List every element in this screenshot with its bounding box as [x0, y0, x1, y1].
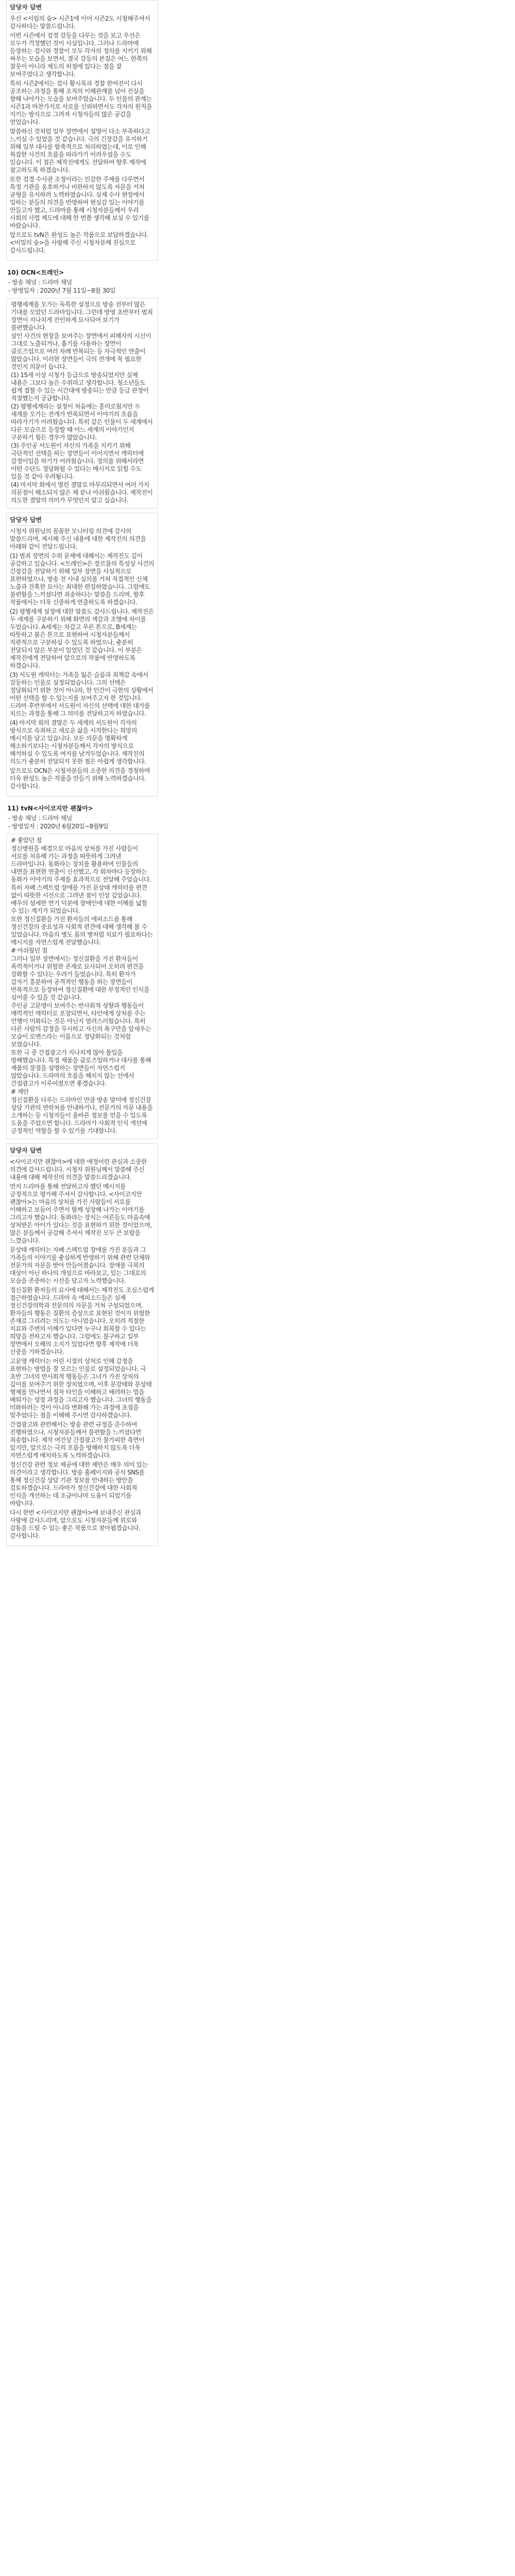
review-box-train	[6, 298, 158, 509]
review-paragraph: 또한 극 중 간접광고가 지나치게 많아 몰입을 방해했습니다. 특정 제품을 클로즈업하거나 대사를 통해 제품의 장점을 설명하는 장면들이 자연스럽지 않았습니다. 드라마의 흐름을 해치지 않는 선에서 간접광고가 이루어졌으면 좋겠습니다.	[11, 1049, 151, 1087]
program-meta	[8, 279, 158, 295]
review-paragraph: (4) 마지막 회에서 열린 결말로 마무리되면서 여러 가지 의문점이 해소되지 않은 채 끝나 아쉬웠습니다. 제작진이 의도한 결말의 의미가 무엇인지 알고 싶습니다.	[11, 481, 153, 504]
review-paragraph: 또한 정신질환을 가진 환자들의 에피소드를 통해 정신건강의 중요성과 사회적 편견에 대해 생각해 볼 수 있었습니다. 마음의 병도 몸의 병처럼 치료가 필요하다는 메시지를 자연스럽게 전달했습니다.	[11, 916, 153, 946]
review-paragraph: 그러나 일부 장면에서는 정신질환을 가진 환자들이 폭력적이거나 위험한 존재로 묘사되어 오히려 편견을 강화할 수 있다는 우려가 들었습니다. 특히 환자가 갑자기 흥분하여 공격적인 행동을 하는 장면들이 반복적으로 등장하여 정신질환에 대한 부정적인 인식을 심어줄 수 있을 것 같습니다.	[11, 955, 149, 1001]
review-paragraph: 정신질환을 다루는 드라마인 만큼 방송 말미에 정신건강 상담 기관의 연락처를 안내하거나, 전문가의 자문 내용을 소개하는 등 시청자들이 올바른 정보를 얻을 수 있도록 도움을 주었으면 합니다. 드라마가 사회적 인식 개선에 긍정적인 역할을 할 수 있기를 기대합니다.	[11, 1096, 153, 1134]
program-meta	[8, 815, 158, 831]
answer-paragraph: 정신질환 환자들의 묘사에 대해서는 제작진도 조심스럽게 접근하였습니다. 드라마 속 에피소드들은 실제 정신건강의학과 전문의의 자문을 거쳐 구성되었으며, 환자들의 행동은 질환의 증상으로 표현된 것이지 위험한 존재로 그리려는 의도는 아니었습니다. 오히려 적절한 치료와 주변의 이해가 있다면 누구나 회복할 수 있다는 희망을 전하고자 했습니다. 그럼에도 불구하고 일부 장면에서 오해의 소지가 있었다면 향후 제작에 더욱 신중을 기하겠습니다.	[10, 1286, 154, 1355]
program-title-psycho: 11) tvN<사이코지만 괜찮아>	[7, 805, 93, 812]
answer-paragraph: 간접광고와 관련해서는 방송 관련 규정을 준수하여 진행하였으나, 시청자분들께서 불편함을 느끼셨다면 죄송합니다. 제작 여건상 간접광고가 불가피한 측면이 있지만, 앞으로는 극의 흐름을 방해하지 않도록 더욱 자연스럽게 배치하도록 노력하겠습니다.	[10, 1421, 145, 1459]
review-heading: # 아쉬웠던 점	[11, 947, 47, 954]
answer-paragraph: 정신건강 관련 정보 제공에 대한 제안은 매우 의미 있는 의견이라고 생각합니다. 방송 홈페이지와 공식 SNS를 통해 정신건강 상담 기관 정보를 안내하는 방안을 검토하겠습니다. 드라마가 정신건강에 대한 사회적 인식을 개선하는 데 조금이나마 도움이 되었기를 바랍니다.	[10, 1461, 148, 1507]
answer-paragraph: 앞으로도 OCN은 시청자분들의 소중한 의견을 경청하며 더욱 완성도 높은 작품을 만들기 위해 노력하겠습니다. 감사합니다.	[10, 767, 150, 790]
review-paragraph: 정신병원을 배경으로 마음의 상처를 가진 사람들이 서로를 치유해 가는 과정을 따뜻하게 그려낸 드라마입니다. 동화라는 장치를 활용하여 인물들의 내면을 표현한 연출이 신선했고, 각 회차마다 등장하는 동화가 이야기의 주제를 효과적으로 전달해 주었습니다.	[11, 845, 151, 883]
answer-paragraph: 또한 검경 수사권 조정이라는 민감한 주제를 다루면서 특정 기관을 옹호하거나 비판하지 않도록 자문을 거쳐 균형을 유지하려 노력하였습니다. 실제 수사 현장에서 일하는 분들의 의견을 반영하여 현실감 있는 이야기를 만들고자 했고, 드라마를 통해 시청자분들께서 우리 사회의 사법 제도에 대해 한 번쯤 생각해 보실 수 있기를 바랐습니다.	[10, 176, 149, 229]
program-title-train: 10) OCN<트레인>	[7, 269, 64, 276]
answer-paragraph: (2) 평행세계 설정에 대한 말씀도 감사드립니다. 제작진은 두 세계를 구분하기 위해 화면의 색감과 조명에 차이를 두었습니다. A세계는 차갑고 푸른 톤으로, B세계는 따뜻하고 붉은 톤으로 표현하여 시청자분들께서 직관적으로 구분하실 수 있도록 하였으나, 충분히 전달되지 않은 부분이 있었던 것 같습니다. 이 부분은 제작진에게 전달하여 앞으로의 작품에 반영하도록 하겠습니다.	[10, 608, 154, 669]
broadcast-dates: - 방영일자 : 2020년 6월20일~8월9일	[8, 823, 109, 830]
review-paragraph: (2) 평행세계라는 설정이 처음에는 흥미로웠지만 두 세계를 오가는 전개가 반복되면서 이야기의 흐름을 따라가기가 어려웠습니다. 특히 같은 인물이 두 세계에서 다른 모습으로 등장할 때 어느 세계의 이야기인지 구분하기 힘든 경우가 많았습니다.	[11, 403, 153, 441]
answer-paragraph: 특히 시즌2에서는 검사 황시목과 경찰 한여진이 다시 공조하는 과정을 통해 조직의 이해관계를 넘어 진실을 향해 나아가는 모습을 보여주었습니다. 두 인물의 관계는 시즌1과 마찬가지로 서로를 신뢰하면서도 각자의 원칙을 지키는 방식으로 그려져 시청자들의 많은 공감을 얻었습니다.	[10, 80, 152, 126]
answer-paragraph: 먼저 드라마를 통해 전달하고자 했던 메시지를 긍정적으로 평가해 주셔서 감사합니다. <사이코지만 괜찮아>는 마음의 상처를 가진 사람들이 서로를 이해하고 보듬어 주면서 함께 성장해 나가는 이야기를 그리고자 했습니다. 동화라는 장치는 어른들도 마음속에 상처받은 아이가 있다는 것을 표현하기 위한 것이었으며, 많은 분들께서 공감해 주셔서 제작진 모두 큰 보람을 느꼈습니다.	[10, 1183, 152, 1244]
broadcast-dates: - 방영일자 : 2020년 7월 11일~8월 30일	[8, 287, 115, 294]
review-heading: # 좋았던 점	[11, 837, 42, 844]
answer-paragraph: 고문영 캐릭터는 어린 시절의 상처로 인해 감정을 표현하는 방법을 잘 모르는 인물로 설정되었습니다. 극 초반 그녀의 반사회적 행동들은 그녀가 가진 상처의 깊이를 보여주기 위한 장치였으며, 이후 문강태와 문상태 형제를 만나면서 점차 타인을 이해하고 배려하는 법을 배워가는 성장 과정을 그리고자 했습니다. 그녀의 행동을 미화하려는 것이 아니라 변화해 가는 과정에 초점을 맞추었다는 점을 이해해 주시면 감사하겠습니다.	[10, 1358, 152, 1419]
document-column	[6, 0, 158, 2576]
answer-paragraph: <사이코지만 괜찮아>에 대한 애정어린 관심과 소중한 의견에 감사드립니다. 시청자 위원님께서 말씀해 주신 내용에 대해 제작진의 의견을 말씀드리겠습니다.	[10, 1158, 147, 1181]
answer-paragraph: 말씀하신 것처럼 일부 장면에서 설명이 다소 부족하다고 느끼실 수 있었을 것 같습니다. 극의 긴장감을 유지하기 위해 일부 대사를 함축적으로 처리하였는데, 이로 인해 복잡한 사건의 흐름을 따라가기 어려우셨을 수도 있습니다. 이 점은 제작진에게도 전달하여 향후 제작에 참고하도록 하겠습니다.	[10, 128, 150, 174]
answer-label: 담당자 답변	[10, 4, 42, 13]
review-paragraph: (1) 15세 이상 시청가 등급으로 방송되었지만 실제 내용은 그보다 높은 수위라고 생각합니다. 청소년들도 쉽게 접할 수 있는 시간대에 방송되는 만큼 등급 판정이 적절했는지 궁금합니다.	[11, 371, 149, 402]
review-heading: # 제안	[11, 1088, 29, 1095]
answer-paragraph: 다시 한번 <사이코지만 괜찮아>에 보내주신 관심과 사랑에 감사드리며, 앞으로도 시청자분들께 위로와 감동을 드릴 수 있는 좋은 작품으로 찾아뵙겠습니다. 감사합니다.	[10, 1509, 141, 1539]
review-paragraph: 주인공 고문영이 보여주는 반사회적 성향과 행동들이 매력적인 캐릭터로 포장되면서, 타인에게 상처를 주는 언행이 미화되는 것은 아닌지 염려스러웠습니다. 특히 다른 사람의 감정을 무시하고 자신의 욕구만을 앞세우는 모습이 로맨스라는 이름으로 정당화되는 것처럼 보였습니다.	[11, 1002, 151, 1048]
answer-paragraph: (1) 범죄 장면의 수위 문제에 대해서는 제작진도 깊이 공감하고 있습니다. <트레인>은 장르물의 특성상 사건의 긴장감을 전달하기 위해 일부 장면을 사실적으로 표현하였으나, 방송 전 사내 심의를 거쳐 직접적인 신체 노출과 잔혹한 묘사는 최대한 편집하였습니다. 그럼에도 불편함을 느끼셨다면 죄송하다는 말씀을 드리며, 향후 작품에서는 더욱 신중하게 연출하도록 하겠습니다.	[10, 552, 154, 606]
answer-paragraph: (3) 서도원 캐릭터는 가족을 잃은 슬픔과 죄책감 속에서 갈등하는 인물로 설정되었습니다. 그의 선택은 정당화되기 위한 것이 아니라, 한 인간이 극한의 상황에서 어떤 선택을 할 수 있는지를 보여주고자 한 것입니다. 드라마 후반부에서 서도원이 자신의 선택에 대한 대가를 치르는 과정을 통해 그 의미를 전달하고자 하였습니다.	[10, 671, 153, 717]
answer-paragraph: (4) 마지막 회의 결말은 두 세계의 서도원이 각자의 방식으로 속죄하고 새로운 삶을 시작한다는 희망의 메시지를 담고 있습니다. 모든 의문을 명확하게 해소하기보다는 시청자분들께서 각자의 방식으로 해석하실 수 있도록 여지를 남겨두었습니다. 제작진의 의도가 충분히 전달되지 못한 점은 아쉽게 생각합니다.	[10, 719, 146, 765]
answer-label: 담당자 답변	[10, 1147, 42, 1156]
broadcast-channel: - 방송 채널 : 드라마 채널	[8, 815, 72, 822]
answer-paragraph: 앞으로도 tvN은 완성도 높은 작품으로 보답하겠습니다. <비밀의 숲>을 사랑해 주신 시청자분께 진심으로 감사드립니다.	[10, 231, 149, 254]
broadcast-channel: - 방송 채널 : 드라마 채널	[8, 279, 72, 286]
review-paragraph: 특히 자폐 스펙트럼 장애를 가진 문상태 캐릭터를 편견 없이 따뜻한 시선으로 그려낸 점이 인상 깊었습니다. 배우의 섬세한 연기 덕분에 장애인에 대한 이해를 넓힐 수 있는 계기가 되었습니다.	[11, 884, 147, 914]
review-paragraph: (3) 주인공 서도원이 자신의 가족을 지키기 위해 극단적인 선택을 하는 장면들이 이어지면서 캐릭터에 감정이입을 하기가 어려웠습니다. 정의를 위해서라면 어떤 수단도 정당화될 수 있다는 메시지로 읽힐 수도 있을 것 같아 우려됩니다.	[11, 442, 144, 480]
answer-paragraph: 이번 시즌에서 검경 갈등을 다루는 것을 보고 우선은 모두가 걱정했던 것이 사실입니다. 그러나 드라마에 등장하는 검사와 경찰이 모두 각자의 정의를 지키기 위해 싸우는 모습을 보면서, 결국 갈등의 본질은 어느 한쪽의 잘못이 아니라 제도의 허점에 있다는 점을 잘 보여주었다고 생각합니다.	[10, 32, 152, 78]
answer-box-3	[6, 1143, 158, 1546]
answer-paragraph: 문상태 캐릭터는 자폐 스펙트럼 장애를 가진 분들과 그 가족들의 이야기를 충실하게 반영하기 위해 관련 단체와 전문가의 자문을 받아 만들어졌습니다. 장애를 극복의 대상이 아닌 하나의 개성으로 바라보고, 있는 그대로의 모습을 존중하는 시선을 담고자 노력했습니다.	[10, 1246, 150, 1284]
answer-paragraph: 시청자 위원님의 꼼꼼한 모니터링 의견에 감사의 말씀드리며, 제시해 주신 내용에 대한 제작진의 의견을 아래와 같이 전달드립니다.	[10, 528, 146, 550]
answer-box-1	[6, 0, 158, 261]
review-paragraph: 평행세계를 오가는 독특한 설정으로 방송 전부터 많은 기대를 모았던 드라마입니다. 그런데 방영 초반부터 범죄 장면이 지나치게 잔인하게 묘사되어 보기가 불편했습니다.	[11, 301, 153, 331]
answer-paragraph: 우선 <서림의 숲> 시즌1에 이어 시즌2도 시청해주셔서 감사하다는 말씀드립니다.	[10, 15, 150, 30]
answer-box-2	[6, 513, 158, 796]
answer-label: 담당자 답변	[10, 516, 42, 526]
review-paragraph: 살인 사건의 현장을 보여주는 장면에서 피해자의 시신이 그대로 노출되거나, 흉기를 사용하는 장면이 클로즈업으로 여러 차례 반복되는 등 자극적인 연출이 많았습니다. 이러한 장면들이 극의 전개에 꼭 필요한 것인지 의문이 듭니다.	[11, 332, 151, 370]
review-box-psycho	[6, 834, 158, 1139]
